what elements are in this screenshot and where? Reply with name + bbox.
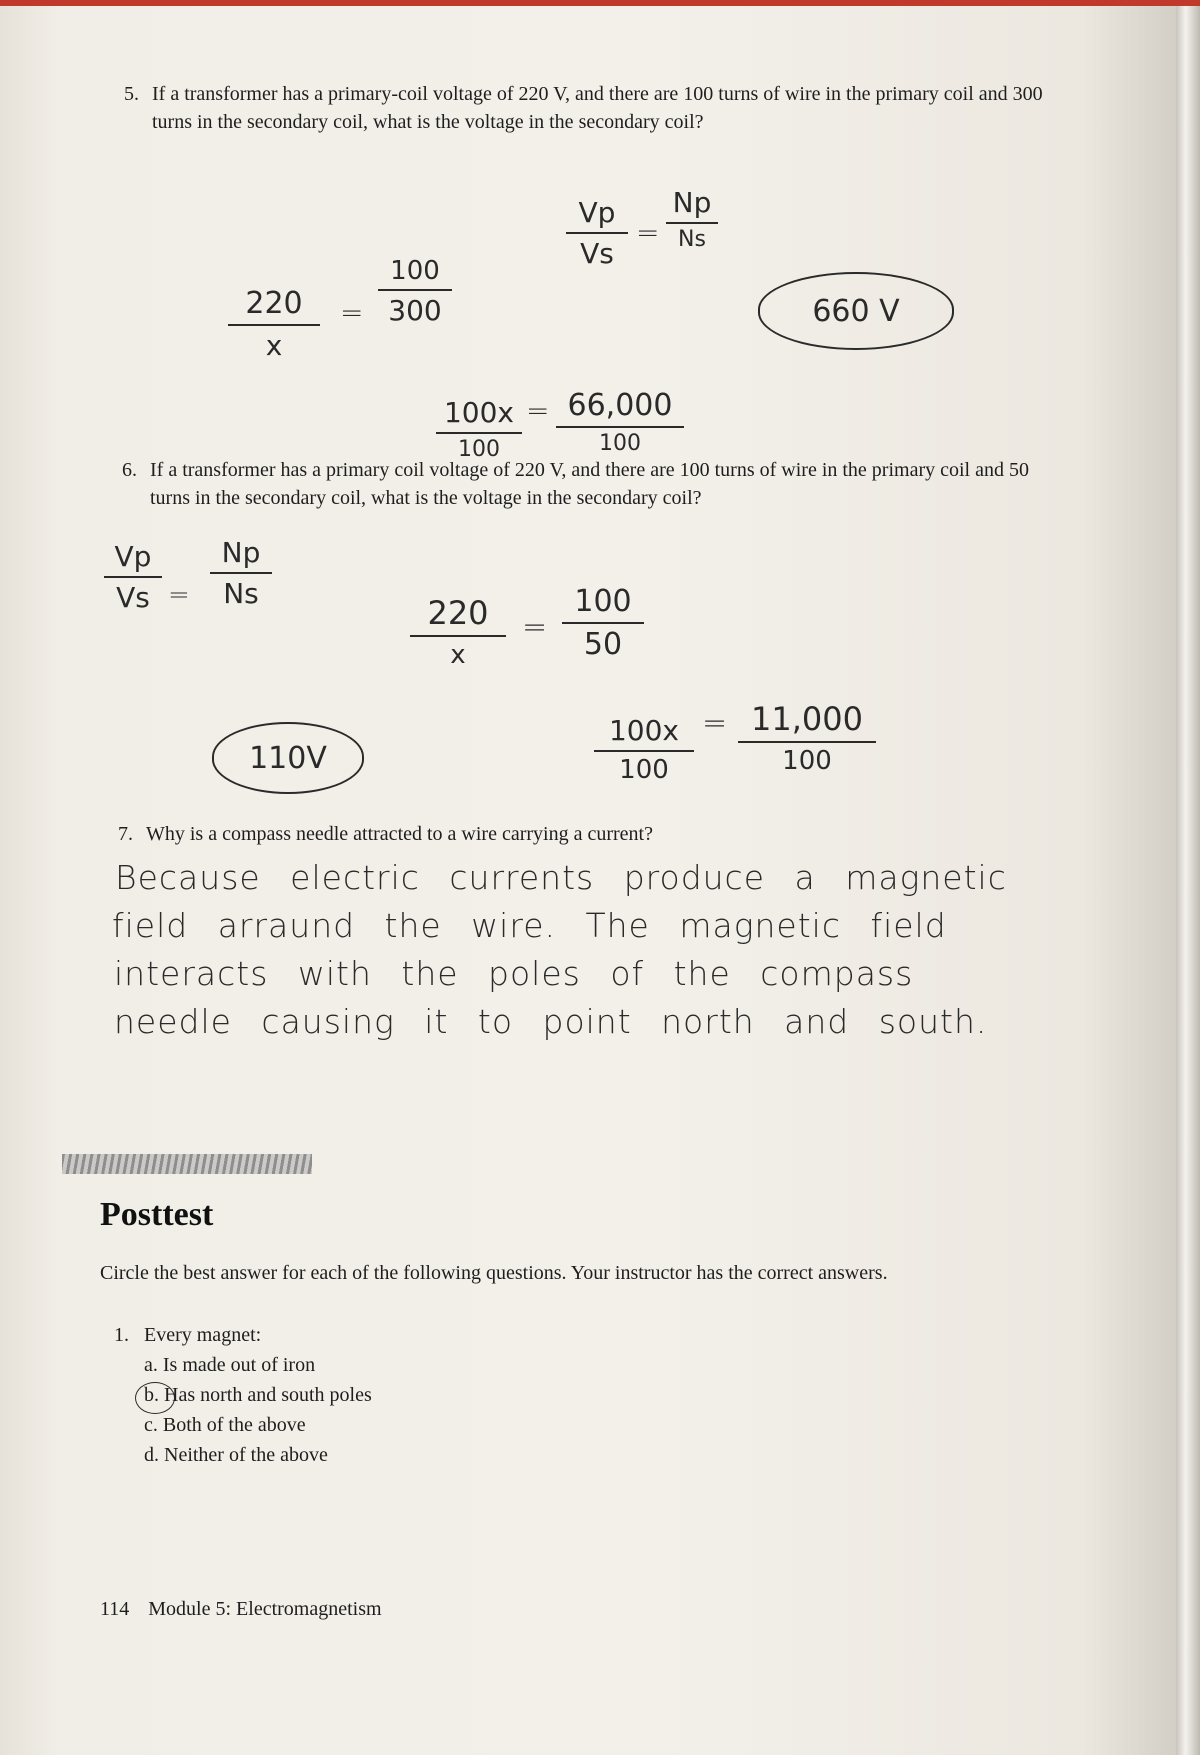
q6-step-equals: = bbox=[702, 706, 728, 741]
decorative-stripe bbox=[62, 1154, 312, 1174]
question-5 bbox=[124, 80, 1064, 140]
q6-substitution-left: 220 x bbox=[410, 594, 506, 670]
q6-substitution-equals: = bbox=[522, 610, 548, 645]
posttest-title: Posttest bbox=[100, 1196, 214, 1233]
q5-substitution-right: 100 300 bbox=[378, 256, 452, 327]
q6-formula-right: Np Ns bbox=[210, 536, 272, 610]
page-footer bbox=[100, 1598, 382, 1621]
question-number: 6. bbox=[122, 459, 137, 481]
answer-circle-mark bbox=[135, 1382, 175, 1414]
q5-substitution-equals: = bbox=[340, 296, 364, 329]
posttest-question-text: Every magnet: bbox=[144, 1324, 262, 1346]
q5-formula-equals: = bbox=[636, 216, 660, 249]
q5-step-left: 100x 100 bbox=[436, 396, 522, 462]
answer-option-a: a. Is made out of iron bbox=[144, 1354, 316, 1376]
page-number: 114 bbox=[100, 1598, 130, 1620]
module-title: Module 5: Electromagnetism bbox=[148, 1598, 382, 1620]
q6-substitution-right: 100 50 bbox=[562, 584, 644, 662]
question-number: 7. bbox=[118, 823, 133, 845]
question-number: 5. bbox=[124, 83, 139, 105]
answer-option-d: d. Neither of the above bbox=[144, 1444, 328, 1466]
q5-formula-left: Vp Vs bbox=[566, 196, 628, 270]
posttest-instructions: Circle the best answer for each of the following questions. Your instructor has the correct answers. bbox=[100, 1262, 888, 1284]
question-text: If a transformer has a primary-coil voltage of 220 V, and there are 100 turns of wire in the primary coil and 300 turns in the secondary coil, what is the voltage in the secondary coil? bbox=[152, 83, 1043, 133]
posttest-question-number: 1. bbox=[114, 1324, 129, 1346]
q6-formula-left: Vp Vs bbox=[104, 540, 162, 614]
answer-option-b: b. Has north and south poles bbox=[144, 1384, 372, 1406]
question-text: If a transformer has a primary coil voltage of 220 V, and there are 100 turns of wire in the primary coil and 50 turns in the secondary coil, what is the voltage in the secondary coil? bbox=[150, 459, 1029, 509]
q6-answer-circled: 110V bbox=[212, 722, 364, 794]
top-edge-strip bbox=[0, 0, 1200, 6]
q5-step-right: 66,000 100 bbox=[556, 388, 684, 456]
q6-step-right: 11,000 100 bbox=[738, 700, 876, 776]
q5-substitution-left: 220 x bbox=[228, 286, 320, 362]
q5-formula-right: Np Ns bbox=[666, 186, 718, 252]
q5-answer-circled: 660 V bbox=[758, 272, 954, 350]
q5-step-equals: = bbox=[526, 394, 550, 427]
question-text: Why is a compass needle attracted to a wire carrying a current? bbox=[146, 823, 653, 845]
question-7 bbox=[118, 820, 1058, 850]
page-edge bbox=[1176, 0, 1200, 1755]
q6-formula-equals: = bbox=[168, 580, 190, 610]
question-6 bbox=[122, 456, 1062, 516]
q7-answer-line: Because electric currents produce a magnetic bbox=[115, 858, 1007, 897]
q6-step-left: 100x 100 bbox=[594, 714, 694, 785]
q7-answer-line: field arraund the wire. The magnetic field bbox=[112, 906, 947, 945]
q7-answer-line: needle causing it to point north and south. bbox=[114, 1002, 988, 1041]
answer-option-c: c. Both of the above bbox=[144, 1414, 306, 1436]
q7-answer-line: interacts with the poles of the compass bbox=[114, 954, 914, 993]
